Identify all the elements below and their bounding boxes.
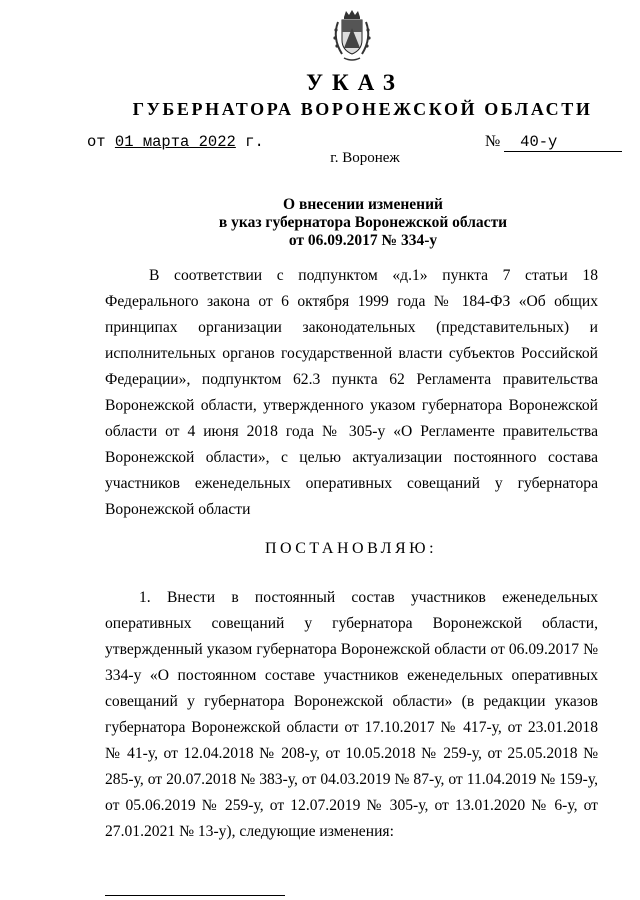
number-sign: № [485, 133, 501, 150]
date-prefix: от [87, 133, 106, 151]
decree-date [87, 133, 264, 151]
document-subtitle: ГУБЕРНАТОРА ВОРОНЕЖСКОЙ ОБЛАСТИ [132, 99, 593, 119]
date-suffix: г. [245, 133, 264, 151]
document-title: УКАЗ [306, 70, 404, 95]
decree-word: ПОСТАНОВЛЯЮ: [264, 540, 438, 557]
number-value: 40-у [504, 134, 622, 152]
date-value: 01 марта 2022 [114, 133, 236, 151]
preamble-paragraph: В соответствии с подпунктом «д.1» пункта 7 статьи 18 Федерального закона от 6 октября 1999 года № 184-ФЗ «Об общих принципах организации законодательных (представительных) и исполнительных органов государственной власти субъектов Российской Федерации», подпунктом 62.3 пункта 62 Регламента правительства Воронежской области, утвержденного указом губернатора Воронежской области от 4 июня 2018 года № 305-у «О Регламенте правительства Воронежской области», с целью актуализации постоянного состава участников еженедельных оперативных совещаний у губернатора Воронежской области [105, 267, 598, 518]
heading-line-2: в указ губернатора Воронежской области [218, 214, 508, 231]
coat-of-arms-emblem [330, 8, 374, 64]
item-1-paragraph: 1. Внести в постоянный состав участников еженедельных оперативных совещаний у губернатора Воронежской области, утвержденный указом губернатора Воронежской области от 06.09.2017 № 334-у «О постоянном составе участников еженедельных оперативных совещаний у губернатора Воронежской области» (в редакции указов губернатора Воронежской области от 17.10.2017 № 417-у, от 23.01.2018 № 41-у, от 12.04.2018 № 208-у, от 10.05.2018 № 259-у, от 25.05.2018 № 285-у, от 20.07.2018 № 383-у, от 04.03.2019 № 87-у, от 11.04.2019 № 159-у, от 05.06.2019 № 259-у, от 12.07.2019 № 305-у, от 13.01.2020 № 6-у, от 27.01.2021 № 13-у), следующие изменения: [105, 589, 598, 840]
heading-line-3: от 06.09.2017 № 334-у [288, 232, 438, 249]
heading-line-1: О внесении изменений [283, 196, 443, 213]
city-name: г. Воронеж [330, 150, 400, 166]
footer-divider [105, 895, 285, 896]
decree-heading [0, 196, 640, 250]
